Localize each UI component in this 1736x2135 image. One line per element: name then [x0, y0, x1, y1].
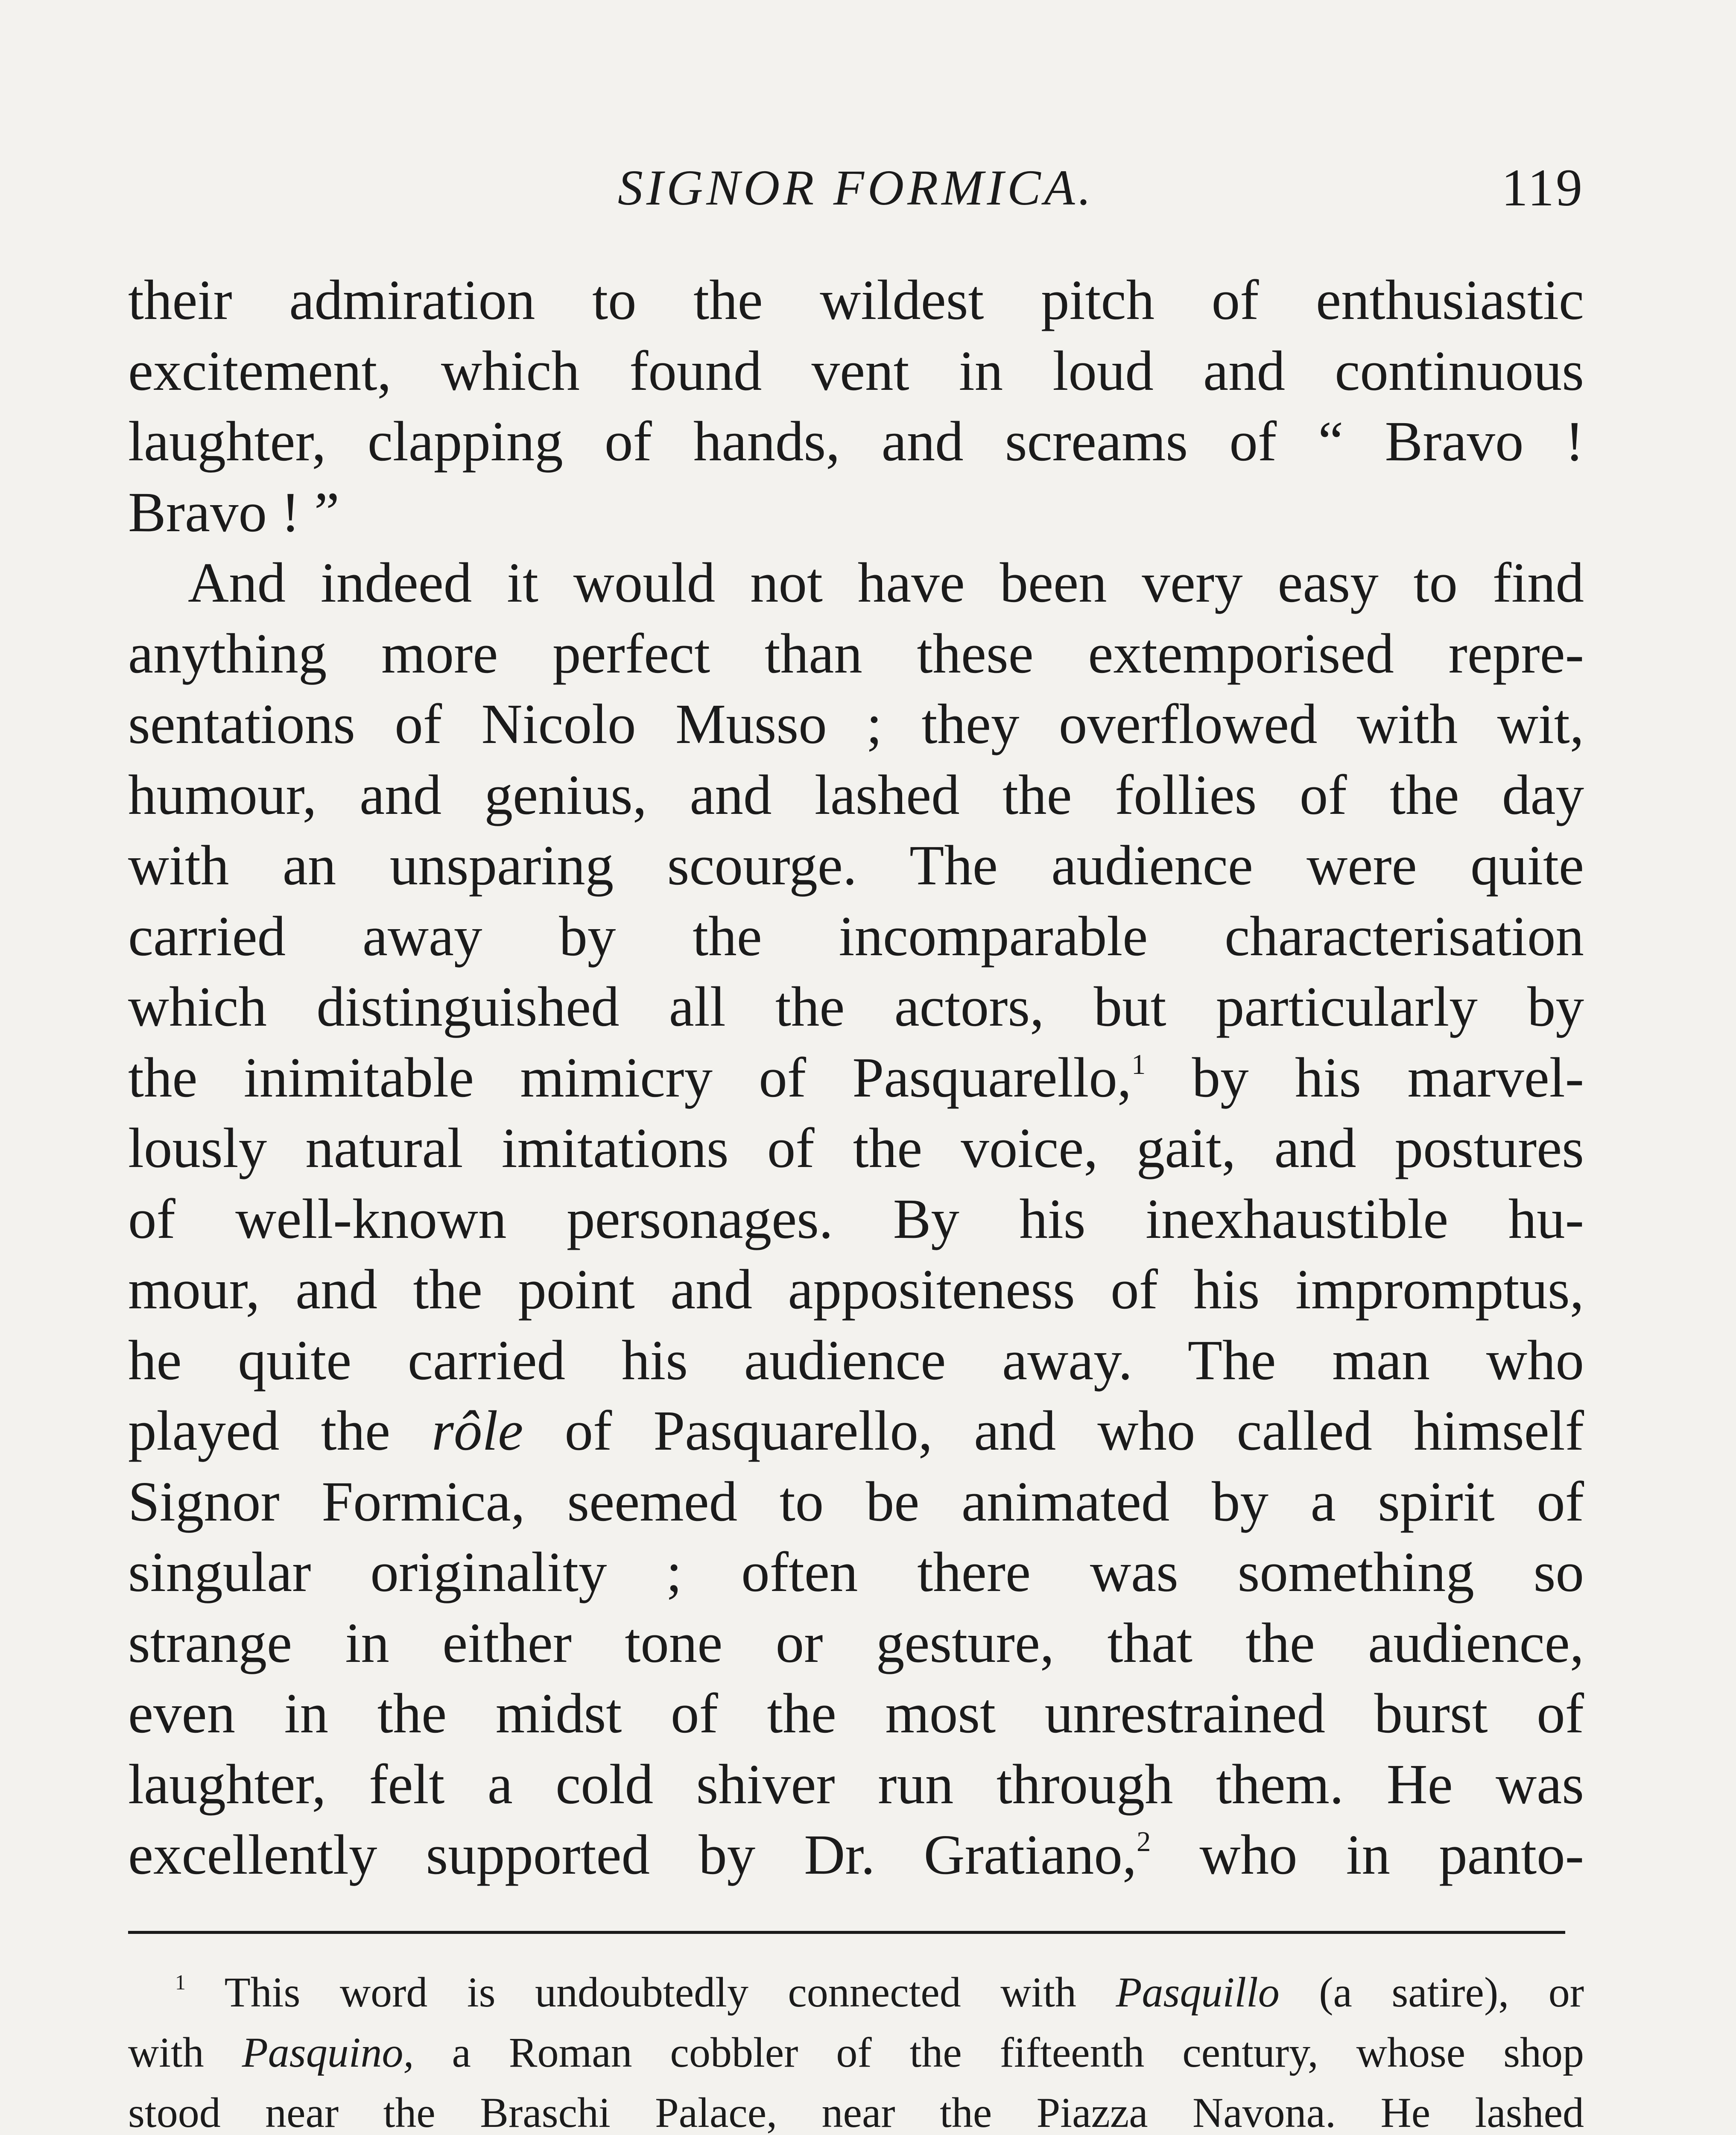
text-line: which distinguished all the actors, but particularly by: [128, 975, 1584, 1038]
text-line: [128, 1819, 1584, 1890]
running-header: [128, 154, 1584, 222]
footnote-marker: 1: [175, 1970, 186, 1994]
text-run: a Roman cobbler of the fifteenth century, whose shop: [414, 2029, 1584, 2076]
text-run: This word is undoubtedly connected with: [186, 1968, 1116, 2016]
text-line: sentations of Nicolo Musso ; they overflowed with wit,: [128, 692, 1584, 755]
text-line: Signor Formica, seemed to be animated by a spirit of: [128, 1469, 1584, 1533]
running-title: SIGNOR FORMICA.: [617, 160, 1095, 216]
text-line: with an unsparing scourge. The audience were quite: [128, 834, 1584, 897]
text-line: their admiration to the wildest pitch of enthusiastic: [128, 268, 1584, 331]
text-run: by his marvel-: [1146, 1045, 1584, 1109]
italic-run: rôle: [432, 1399, 523, 1462]
italic-run: Pasquillo: [1116, 1968, 1280, 2016]
text-run: of Pasquarello, and who called himself: [523, 1399, 1584, 1462]
text-line: anything more perfect than these extemporised repre-: [128, 621, 1584, 685]
text-line: lously natural imitations of the voice, gait, and postures: [128, 1116, 1584, 1179]
text-run: who in panto-: [1151, 1823, 1584, 1886]
footnote-1: [128, 1962, 1584, 2135]
page-number: 119: [1501, 158, 1584, 217]
text-line: singular originality ; often there was something so: [128, 1540, 1584, 1603]
text-line: even in the midst of the most unrestrained burst of: [128, 1682, 1584, 1745]
text-line: mour, and the point and appositeness of his impromptus,: [128, 1258, 1584, 1321]
text-line: Bravo ! ”: [128, 480, 339, 544]
footnote-line: [128, 2022, 1584, 2082]
text-line: strange in either tone or gesture, that the audience,: [128, 1611, 1584, 1674]
footnote-rule: [128, 1931, 1565, 1934]
text-line: of well-known personages. By his inexhaustible hu-: [128, 1187, 1584, 1250]
text-run: excellently supported by Dr. Gratiano,: [128, 1823, 1137, 1886]
footnotes: [128, 1962, 1584, 2135]
text-line: carried away by the incomparable characterisation: [128, 904, 1584, 968]
text-line: laughter, felt a cold shiver run through them. He was: [128, 1752, 1584, 1816]
footnote-line: stood near the Braschi Palace, near the Piazza Navona. He lashed: [128, 2089, 1584, 2135]
text-line: And indeed it would not have been very easy to find: [188, 551, 1584, 614]
text-run: played the: [128, 1399, 432, 1462]
italic-run: Pasquino,: [242, 2029, 414, 2076]
text-line: laughter, clapping of hands, and screams of “ Bravo !: [128, 409, 1584, 473]
text-line: humour, and genius, and lashed the follies of the day: [128, 763, 1584, 826]
body-text: [128, 265, 1584, 1890]
footnote-line: [128, 1962, 1584, 2022]
footnote-marker: 2: [1137, 1826, 1151, 1857]
text-run: (a satire), or: [1279, 1968, 1584, 2016]
text-line: he quite carried his audience away. The man who: [128, 1328, 1584, 1392]
text-run: the inimitable mimicry of Pasquarello,: [128, 1045, 1132, 1109]
text-line: [128, 1395, 1584, 1466]
text-run: with: [128, 2029, 242, 2076]
text-line: [128, 1042, 1584, 1113]
text-line: excitement, which found vent in loud and continuous: [128, 339, 1584, 402]
footnote-marker: 1: [1131, 1049, 1146, 1080]
